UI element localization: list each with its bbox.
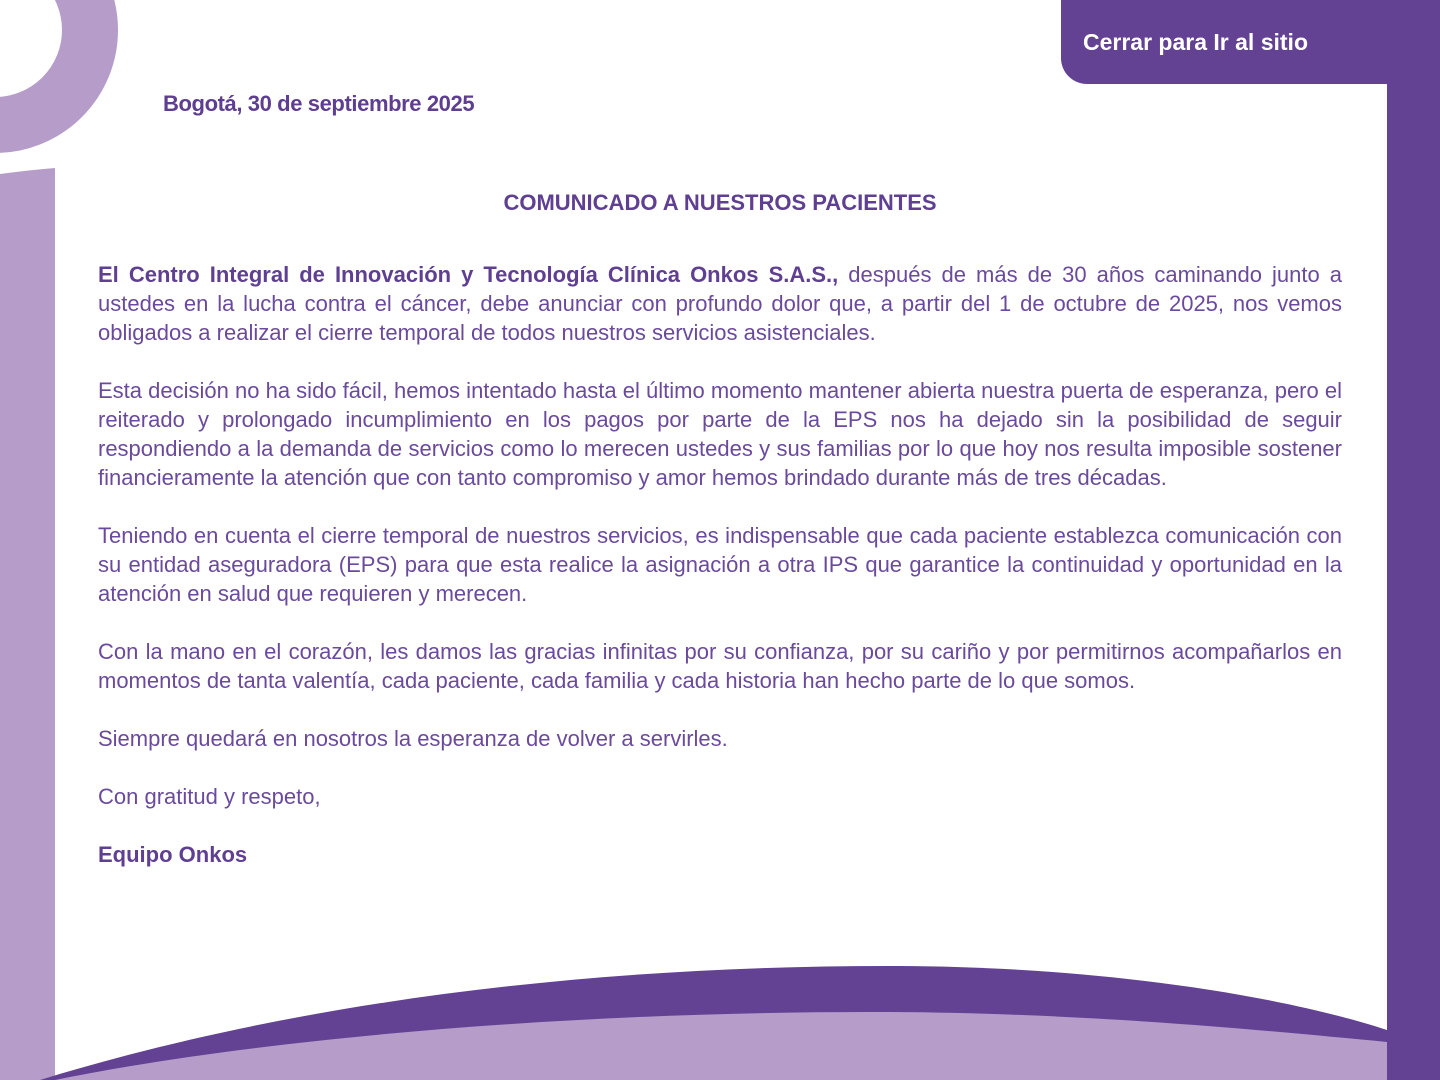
paragraph-intro [98, 260, 1342, 347]
letter-title: COMUNICADO A NUESTROS PACIENTES [503, 190, 937, 215]
right-bar-shape [1387, 60, 1440, 1080]
letter-date: Bogotá, 30 de septiembre 2025 [163, 91, 475, 116]
top-left-ring-shape [0, 0, 90, 125]
letter-body [98, 190, 1342, 869]
close-to-site-button[interactable]: Cerrar para Ir al sitio [1061, 0, 1440, 84]
signature: Equipo Onkos [98, 842, 248, 867]
paragraph-hope: Siempre quedará en nosotros la esperanza de volver a servirles. [98, 726, 728, 751]
company-name: El Centro Integral de Innovación y Tecnología Clínica Onkos S.A.S., [98, 262, 839, 287]
paragraph-intro-text: después de más de 30 años caminando junto a ustedes en la lucha contra el cáncer, debe anunciar con profundo dolor que, a partir del 1 de octubre de 2025, nos vemos obligados a realizar el cierre temporal de todos nuestros servicios asistenciales. [98, 262, 1342, 345]
closing-line: Con gratitud y respeto, [98, 784, 321, 809]
paragraph-gratitude: Con la mano en el corazón, les damos las gracias infinitas por su confianza, por su cariño y por permitirnos acompañarlos en momentos de tanta valentía, cada paciente, cada familia y cada historia han hecho parte de lo que somos. [98, 639, 1342, 693]
paragraph-instructions: Teniendo en cuenta el cierre temporal de nuestros servicios, es indispensable que cada paciente establezca comunicación con su entidad aseguradora (EPS) para que esta realice la asignación a otra IPS que garantice la continuidad y oportunidad en la atención en salud que requieren y merecen. [98, 523, 1342, 606]
paragraph-decision: Esta decisión no ha sido fácil, hemos intentado hasta el último momento mantener abierta nuestra puerta de esperanza, pero el reiterado y prolongado incumplimiento en los pagos por parte de la EPS nos ha dejado sin la posibilidad de seguir respondiendo a la demanda de servicios como lo merecen ustedes y sus familias por lo que hoy nos resulta imposible sostener financieramente la atención que con tanto compromiso y amor hemos brindado durante más de tres décadas. [98, 378, 1342, 490]
left-bar-shape [0, 168, 55, 1080]
